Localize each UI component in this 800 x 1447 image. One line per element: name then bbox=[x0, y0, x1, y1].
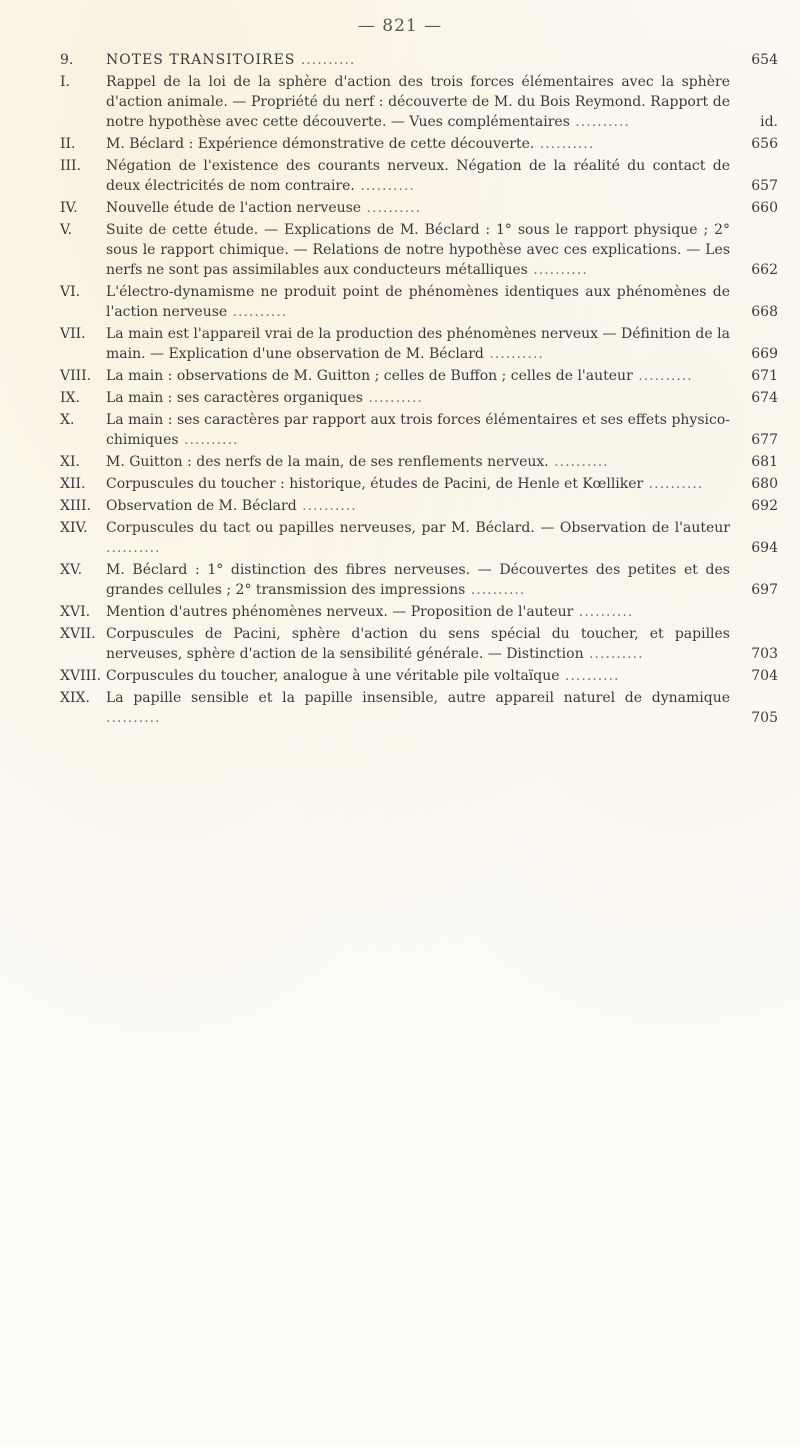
dot-leader: .......... bbox=[548, 454, 609, 470]
toc-entry-text bbox=[106, 388, 778, 408]
toc-entry-text bbox=[106, 518, 778, 558]
toc-entry-title: L'électro-dynamisme ne produit point de phénomènes identiques aux phénomènes de l'action nerveuse bbox=[106, 284, 730, 320]
toc-entry-page: 660 bbox=[751, 200, 778, 216]
toc-entry-title: Suite de cette étude. — Explications de M. Béclard : 1° sous le rapport physique ; 2° sous le rapport chimique. — Relations de notre hypothèse avec ces explications. — Les nerfs ne sont pas assimilables aux conducteurs métalliques bbox=[106, 222, 730, 278]
toc-entry-title: Corpuscules de Pacini, sphère d'action du sens spécial du toucher, et papilles nerveuses, sphère d'action de la sensibilité générale. — Distinction bbox=[106, 626, 730, 662]
toc-entry bbox=[60, 156, 778, 196]
toc-entry-text bbox=[106, 72, 778, 132]
dot-leader: .......... bbox=[573, 604, 634, 620]
toc-entry bbox=[60, 50, 778, 70]
toc-entry bbox=[60, 324, 778, 364]
toc-entry bbox=[60, 452, 778, 472]
toc-entry-text bbox=[106, 688, 778, 728]
toc-entry-title: Observation de M. Béclard bbox=[106, 498, 297, 514]
toc-entry bbox=[60, 134, 778, 154]
toc-entry-number: VI. bbox=[60, 284, 81, 300]
toc-entry bbox=[60, 518, 778, 558]
toc-entry-page: 657 bbox=[751, 178, 778, 194]
toc-entry bbox=[60, 410, 778, 450]
toc-entry-title: La main est l'appareil vrai de la production des phénomènes nerveux — Définition de la main. — Explication d'une observation de M. Béclard bbox=[106, 326, 730, 362]
dot-leader: .......... bbox=[296, 498, 357, 514]
toc-entry-page: 705 bbox=[751, 710, 778, 726]
toc-entry bbox=[60, 474, 778, 494]
toc-entry-number: IX. bbox=[60, 390, 80, 406]
toc-entry bbox=[60, 220, 778, 280]
toc-entry-number: XVII. bbox=[60, 626, 96, 642]
toc-entry-number: XIV. bbox=[60, 520, 88, 536]
toc-entry bbox=[60, 198, 778, 218]
toc-entry-text bbox=[106, 324, 778, 364]
dot-leader: .......... bbox=[465, 582, 526, 598]
table-of-contents bbox=[60, 50, 778, 730]
toc-entry-number: VII. bbox=[60, 326, 86, 342]
toc-entry bbox=[60, 560, 778, 600]
toc-entry bbox=[60, 496, 778, 516]
toc-entry-title: La main : ses caractères organiques bbox=[106, 390, 363, 406]
toc-entry-number: V. bbox=[60, 222, 73, 238]
toc-entry-page: id. bbox=[760, 114, 778, 130]
toc-entry-text bbox=[106, 410, 778, 450]
toc-entry-text bbox=[106, 282, 778, 322]
toc-entry-title: M. Béclard : 1° distinction des fibres nerveuses. — Découvertes des petites et des grandes cellules ; 2° transmission des impressions bbox=[106, 562, 730, 598]
toc-entry bbox=[60, 602, 778, 622]
toc-entry-page: 669 bbox=[751, 346, 778, 362]
toc-entry-number: XII. bbox=[60, 476, 86, 492]
dot-leader: .......... bbox=[534, 136, 595, 152]
toc-entry-title: Nouvelle étude de l'action nerveuse bbox=[106, 200, 362, 216]
toc-entry-page: 671 bbox=[751, 368, 778, 384]
toc-entry-number: XIII. bbox=[60, 498, 92, 514]
toc-entry-number: VIII. bbox=[60, 368, 92, 384]
toc-entry-title: Corpuscules du toucher, analogue à une véritable pile voltaïque bbox=[106, 668, 560, 684]
toc-entry-number: XI. bbox=[60, 454, 80, 470]
toc-entry bbox=[60, 388, 778, 408]
toc-entry-title: La main : observations de M. Guitton ; celles de Buffon ; celles de l'auteur bbox=[106, 368, 633, 384]
toc-entry-number: III. bbox=[60, 158, 82, 174]
toc-entry-page: 654 bbox=[751, 52, 778, 68]
toc-entry-page: 677 bbox=[751, 432, 778, 448]
dot-leader: .......... bbox=[361, 200, 422, 216]
toc-entry-text bbox=[106, 666, 778, 686]
toc-entry-page: 656 bbox=[751, 136, 778, 152]
toc-entry-title: Corpuscules du tact ou papilles nerveuses, par M. Béclard. — Observation de l'auteur bbox=[106, 520, 730, 536]
dot-leader: .......... bbox=[559, 668, 620, 684]
toc-entry-title: Corpuscules du toucher : historique, études de Pacini, de Henle et Kœlliker bbox=[106, 476, 644, 492]
dot-leader: .......... bbox=[295, 52, 356, 68]
dot-leader: .......... bbox=[483, 346, 544, 362]
toc-entry bbox=[60, 72, 778, 132]
toc-entry-text bbox=[106, 50, 778, 70]
toc-entry bbox=[60, 366, 778, 386]
toc-entry-title: M. Guitton : des nerfs de la main, de ses renflements nerveux. bbox=[106, 454, 549, 470]
toc-entry-page: 668 bbox=[751, 304, 778, 320]
toc-entry-number: XVI. bbox=[60, 604, 91, 620]
toc-entry-text bbox=[106, 452, 778, 472]
dot-leader: .......... bbox=[106, 540, 161, 556]
toc-entry-number: XV. bbox=[60, 562, 83, 578]
dot-leader: .......... bbox=[583, 646, 644, 662]
toc-entry-title: M. Béclard : Expérience démonstrative de cette découverte. bbox=[106, 136, 535, 152]
toc-entry-text bbox=[106, 156, 778, 196]
toc-entry-page: 674 bbox=[751, 390, 778, 406]
dot-leader: .......... bbox=[569, 114, 630, 130]
dot-leader: .......... bbox=[527, 262, 588, 278]
toc-entry-number: II. bbox=[60, 136, 76, 152]
toc-entry-number: XVIII. bbox=[60, 668, 102, 684]
toc-entry-text bbox=[106, 134, 778, 154]
toc-entry bbox=[60, 624, 778, 664]
toc-entry-number: X. bbox=[60, 412, 75, 428]
dot-leader: .......... bbox=[227, 304, 288, 320]
toc-entry-number: 9. bbox=[60, 52, 74, 68]
toc-entry-title: La main : ses caractères par rapport aux trois forces élémentaires et ses effets physico-chimiques bbox=[106, 412, 730, 448]
dot-leader: .......... bbox=[354, 178, 415, 194]
toc-entry-text bbox=[106, 602, 778, 622]
toc-entry-text bbox=[106, 560, 778, 600]
dot-leader: .......... bbox=[178, 432, 239, 448]
toc-entry-number: I. bbox=[60, 74, 70, 90]
toc-entry-page: 680 bbox=[751, 476, 778, 492]
toc-entry-page: 681 bbox=[751, 454, 778, 470]
toc-entry-title: Mention d'autres phénomènes nerveux. — Proposition de l'auteur bbox=[106, 604, 574, 620]
toc-entry-page: 704 bbox=[751, 668, 778, 684]
toc-entry-text bbox=[106, 496, 778, 516]
toc-entry-text bbox=[106, 366, 778, 386]
toc-entry-title: La papille sensible et la papille insensible, autre appareil naturel de dynamique bbox=[106, 690, 730, 706]
toc-entry bbox=[60, 666, 778, 686]
toc-entry bbox=[60, 282, 778, 322]
dot-leader: .......... bbox=[362, 390, 423, 406]
toc-entry-page: 662 bbox=[751, 262, 778, 278]
toc-entry-page: 694 bbox=[751, 540, 778, 556]
toc-entry bbox=[60, 688, 778, 728]
toc-entry-title: NOTES TRANSITOIRES bbox=[106, 52, 296, 68]
dot-leader: .......... bbox=[106, 710, 161, 726]
toc-entry-page: 697 bbox=[751, 582, 778, 598]
page-folio: — 821 — bbox=[357, 16, 443, 36]
toc-entry-number: XIX. bbox=[60, 690, 90, 706]
toc-entry-page: 703 bbox=[751, 646, 778, 662]
dot-leader: .......... bbox=[632, 368, 693, 384]
toc-entry-title: Rappel de la loi de la sphère d'action des trois forces élémentaires avec la sphère d'action animale. — Propriété du nerf : découverte de M. du Bois Reymond. Rapport de notre hypothèse avec cette découverte. — Vues complémentaires bbox=[106, 74, 730, 130]
toc-entry-page: 692 bbox=[751, 498, 778, 514]
toc-entry-text bbox=[106, 198, 778, 218]
toc-entry-title: Négation de l'existence des courants nerveux. Négation de la réalité du contact de deux électricités de nom contraire. bbox=[106, 158, 730, 194]
dot-leader: .......... bbox=[643, 476, 704, 492]
toc-entry-number: IV. bbox=[60, 200, 78, 216]
toc-entry-text bbox=[106, 474, 778, 494]
toc-entry-text bbox=[106, 220, 778, 280]
toc-entry-text bbox=[106, 624, 778, 664]
